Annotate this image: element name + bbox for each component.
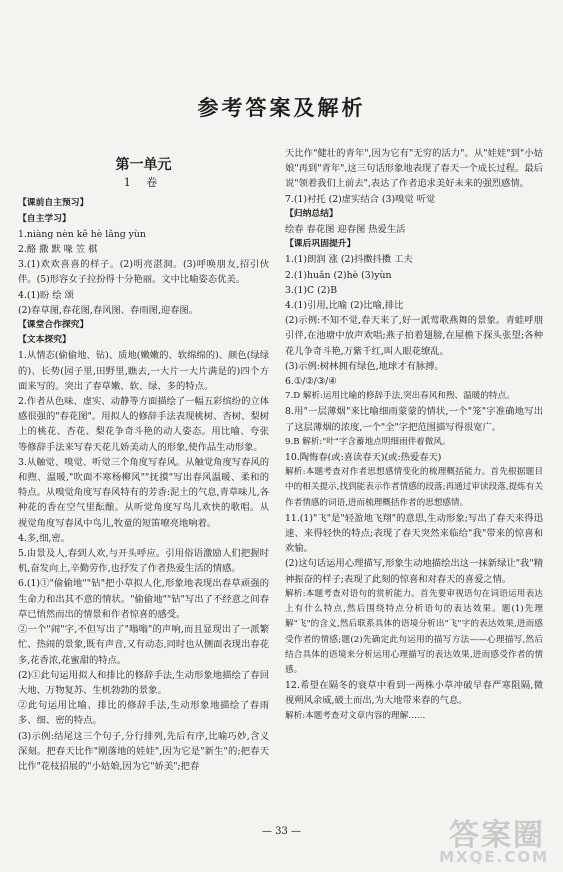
- section-heading: 【自主学习】: [18, 213, 71, 224]
- answer-line: 5.由景及人,春到人欢,与开头呼应。引用俗语激励人们把握时机,奋发向上,辛勤劳作,也抒发了作者热爱生活的情感。: [18, 548, 269, 575]
- answer-line: 6.①/②/③/④: [285, 376, 337, 388]
- answer-line: 解析:本题考查对语句的赏析能力。首先要审视语句在词语运用表达上有什么特点,然后围绕特点分析语句的表达效果。题(1)先理解"飞"的含义,然后联系具体的语境分析出"飞"字的表达效果,进而感受作者的情感;题(2)先确定此句运用的描写方法——心理描写,然后结合具体的语境来分析运用心理描写的表达效果,进而感受作者的情感。: [285, 588, 543, 675]
- answer-line: (2)这句话运用心理描写,形象生动地描绘出这一抹新绿让"我"精神振奋的样子;表现了此刻的惊喜和对春天的喜爱之情。: [285, 558, 543, 585]
- page-number: — 33 —: [261, 826, 302, 837]
- right-column: [285, 146, 543, 724]
- answer-line: ②一个"闹"字,不但写出了"嗡嗡"的声响,而且显现出了一派繁忙、热闹的景象,既有声音,又有动态,同时也从侧面表现出春花多,花香浓,花蜜甜的特点。: [18, 624, 269, 666]
- section-heading: 【归纳总结】: [285, 208, 338, 219]
- answer-line: 4.多,细,密。: [18, 532, 70, 544]
- answer-line: 3.(1)C (2)B: [285, 284, 338, 296]
- answer-line: (2)①此句运用拟人和排比的修辞手法,生动形象地描绘了春回大地、万物复苏、生机勃勃的景象。: [18, 669, 269, 696]
- answer-line: 2.作者从色味、虚实、动静等方面描绘了一幅五彩缤纷的立体感很强的"春花图"。用拟人的修辞手法表现桃树、杏树、梨树上的桃花、杏花、梨花争奇斗艳的动人姿态。用比喻、夸张等修辞手法来写春天花儿娇美动人的形象,使作品生动形象。: [18, 396, 269, 453]
- answer-line: 天比作"健壮的青年",因为它有"无穷的活力"。从"娃娃"到"小姑娘"再到"青年",这三句话形象地表现了春天一个成长过程。最后说"领着我们上前去",表达了作者追求美好未来的强烈感情。: [285, 148, 543, 190]
- answer-line: 3.(1)欢欢喜喜的样子。(2)明亮湛洞。(3)呼唤朋友,招引伙伴。(5)形容女子拉扮得十分艳丽。文中比喻姿态优美。: [18, 259, 269, 286]
- answer-line: (3)示例:结尾这三个句子,分行排列,先后有序,比喻巧妙,含义深刻。把春天比作"刚落地的娃娃",因为它是"新生"的;把春天比作"花枝招展的"小姑娘,因为它"娇美";把春: [18, 730, 269, 772]
- answer-line: 4.(1)盼 绘 颂: [18, 289, 74, 301]
- answer-line: 2.酪 撒 默 喙 笠 棋: [18, 244, 98, 256]
- unit-title: 第一单元: [115, 157, 172, 173]
- answer-line: (3)示例:树林拥有绿色,地球才有脉搏。: [285, 360, 444, 372]
- answer-line: (2)示例:不知不觉,春天来了,好一派莺歌燕舞的景象。青蛙呼朋引伴,在池塘中放声欢唱;燕子拍着翅膀,在屋檐下探头张望;各种花儿争奇斗艳,万紫千红,叫人眼花缭乱。: [285, 315, 543, 357]
- answer-line: 1.(1)朗润 涨 (2)抖擞抖擞 工夫: [285, 254, 413, 266]
- answer-line: 4.(1)引用,比喻 (2)比喻,排比: [285, 300, 404, 312]
- answer-line: 11.(1)"飞"是"轻盈地飞翔"的意思,生动形象;写出了春天来得迅速、来得轻快的特点;表现了春天突然来临给"我"带来的惊喜和欢愉。: [285, 512, 543, 555]
- answer-line: 8.用"一层薄烟"来比喻细雨蒙蒙的情状,一个"笼"字准确地写出了这层薄烟的浓度,一个"全"字把范围描写得很宽广。: [285, 406, 543, 433]
- answer-line: 10.陶悔春(或:喜读春天)(或:热爱春天): [285, 452, 442, 464]
- answer-line: 9.B 解析:"叶"字含蓄地点明细雨伴着微风。: [285, 436, 451, 447]
- answer-line: 7.(1)衬托 (2)虚实结合 (3)嗅觉 听觉: [285, 193, 436, 205]
- answer-line: 1.niàng nèn kě hè lǎng yùn: [18, 228, 146, 240]
- answer-line: 1.从情态(偷偷地、钻)、质地(嫩嫩的、软绵绵的)、颜色(绿绿的)、长势(园子里,田野里,瞧去,一大片一大片满是的)四个方面来写的。突出了春草嫩、软、绿、多的特点。: [18, 350, 269, 392]
- section-heading: 【课后巩固提升】: [285, 239, 356, 250]
- answer-line: ②此句运用比喻、排比的修辞手法,生动形象地描绘了春雨多、细、密的特点。: [18, 700, 269, 727]
- juan-label: 1 卷: [123, 176, 164, 190]
- section-heading: 【文本探究】: [18, 335, 71, 346]
- watermark-logo: 答案圈: [449, 818, 545, 853]
- answer-line: 解析:本题考查对作者思想感情变化的梳理概括能力。首先根据题目中的相关提示,找到能表示作者情感的段落;再通过审读段落,提炼有关作者情感的词语,进而梳理概括作者的思想感情。: [285, 467, 543, 508]
- section-heading: 【课堂合作探究】: [18, 320, 89, 331]
- watermark-url: MXQE.COM: [439, 848, 549, 866]
- answer-line: (2)春草图,春花图,春风图、春雨图,迎春图。: [18, 304, 199, 316]
- section-heading: 【课前自主预习】: [18, 198, 89, 209]
- answer-line: 2.(1)huǎn (2)hè (3)yùn: [285, 269, 392, 281]
- answer-line: 解析:本题考查对文章内容的理解……: [285, 710, 426, 721]
- left-column: [18, 148, 269, 774]
- answer-line: 6.(1)①"偷偷地""钻"把小草拟人化,形象地表现出春草顽强的生命力和出其不意的情状。"偷偷地""钻"写出了不经意之间春草已悄然而出的情景和作者惊喜的感受。: [18, 578, 269, 620]
- answer-line: 7.D 解析:运用比喻的修辞手法,突出春风和煦、温暖的特点。: [285, 391, 515, 402]
- page-title: 参考答案及解析: [197, 96, 366, 120]
- answer-line: 12.希望在隔冬的衰草中看到一两株小草冲破早春严寒阻隔,微视朔风余威,破土而出,为大地带来春的气息。: [285, 680, 543, 707]
- answer-line: 3.从触觉、嗅觉、听觉三个角度写春风。从触觉角度写春风的和煦、温暖,"吹面不寒杨柳风""抚摸"写出春风温暖、柔和的特点。从嗅觉角度写春风特有的芳香:泥土的气息,青草味儿,各种花的香在空气里酝酿。从听觉角度写鸟儿欢快的歌唱。从视觉角度写春风中鸟儿,牧童的短笛嘹亮地响着。: [18, 456, 269, 529]
- answer-line: 绘春 春花图 迎春图 热爱生活: [285, 224, 406, 236]
